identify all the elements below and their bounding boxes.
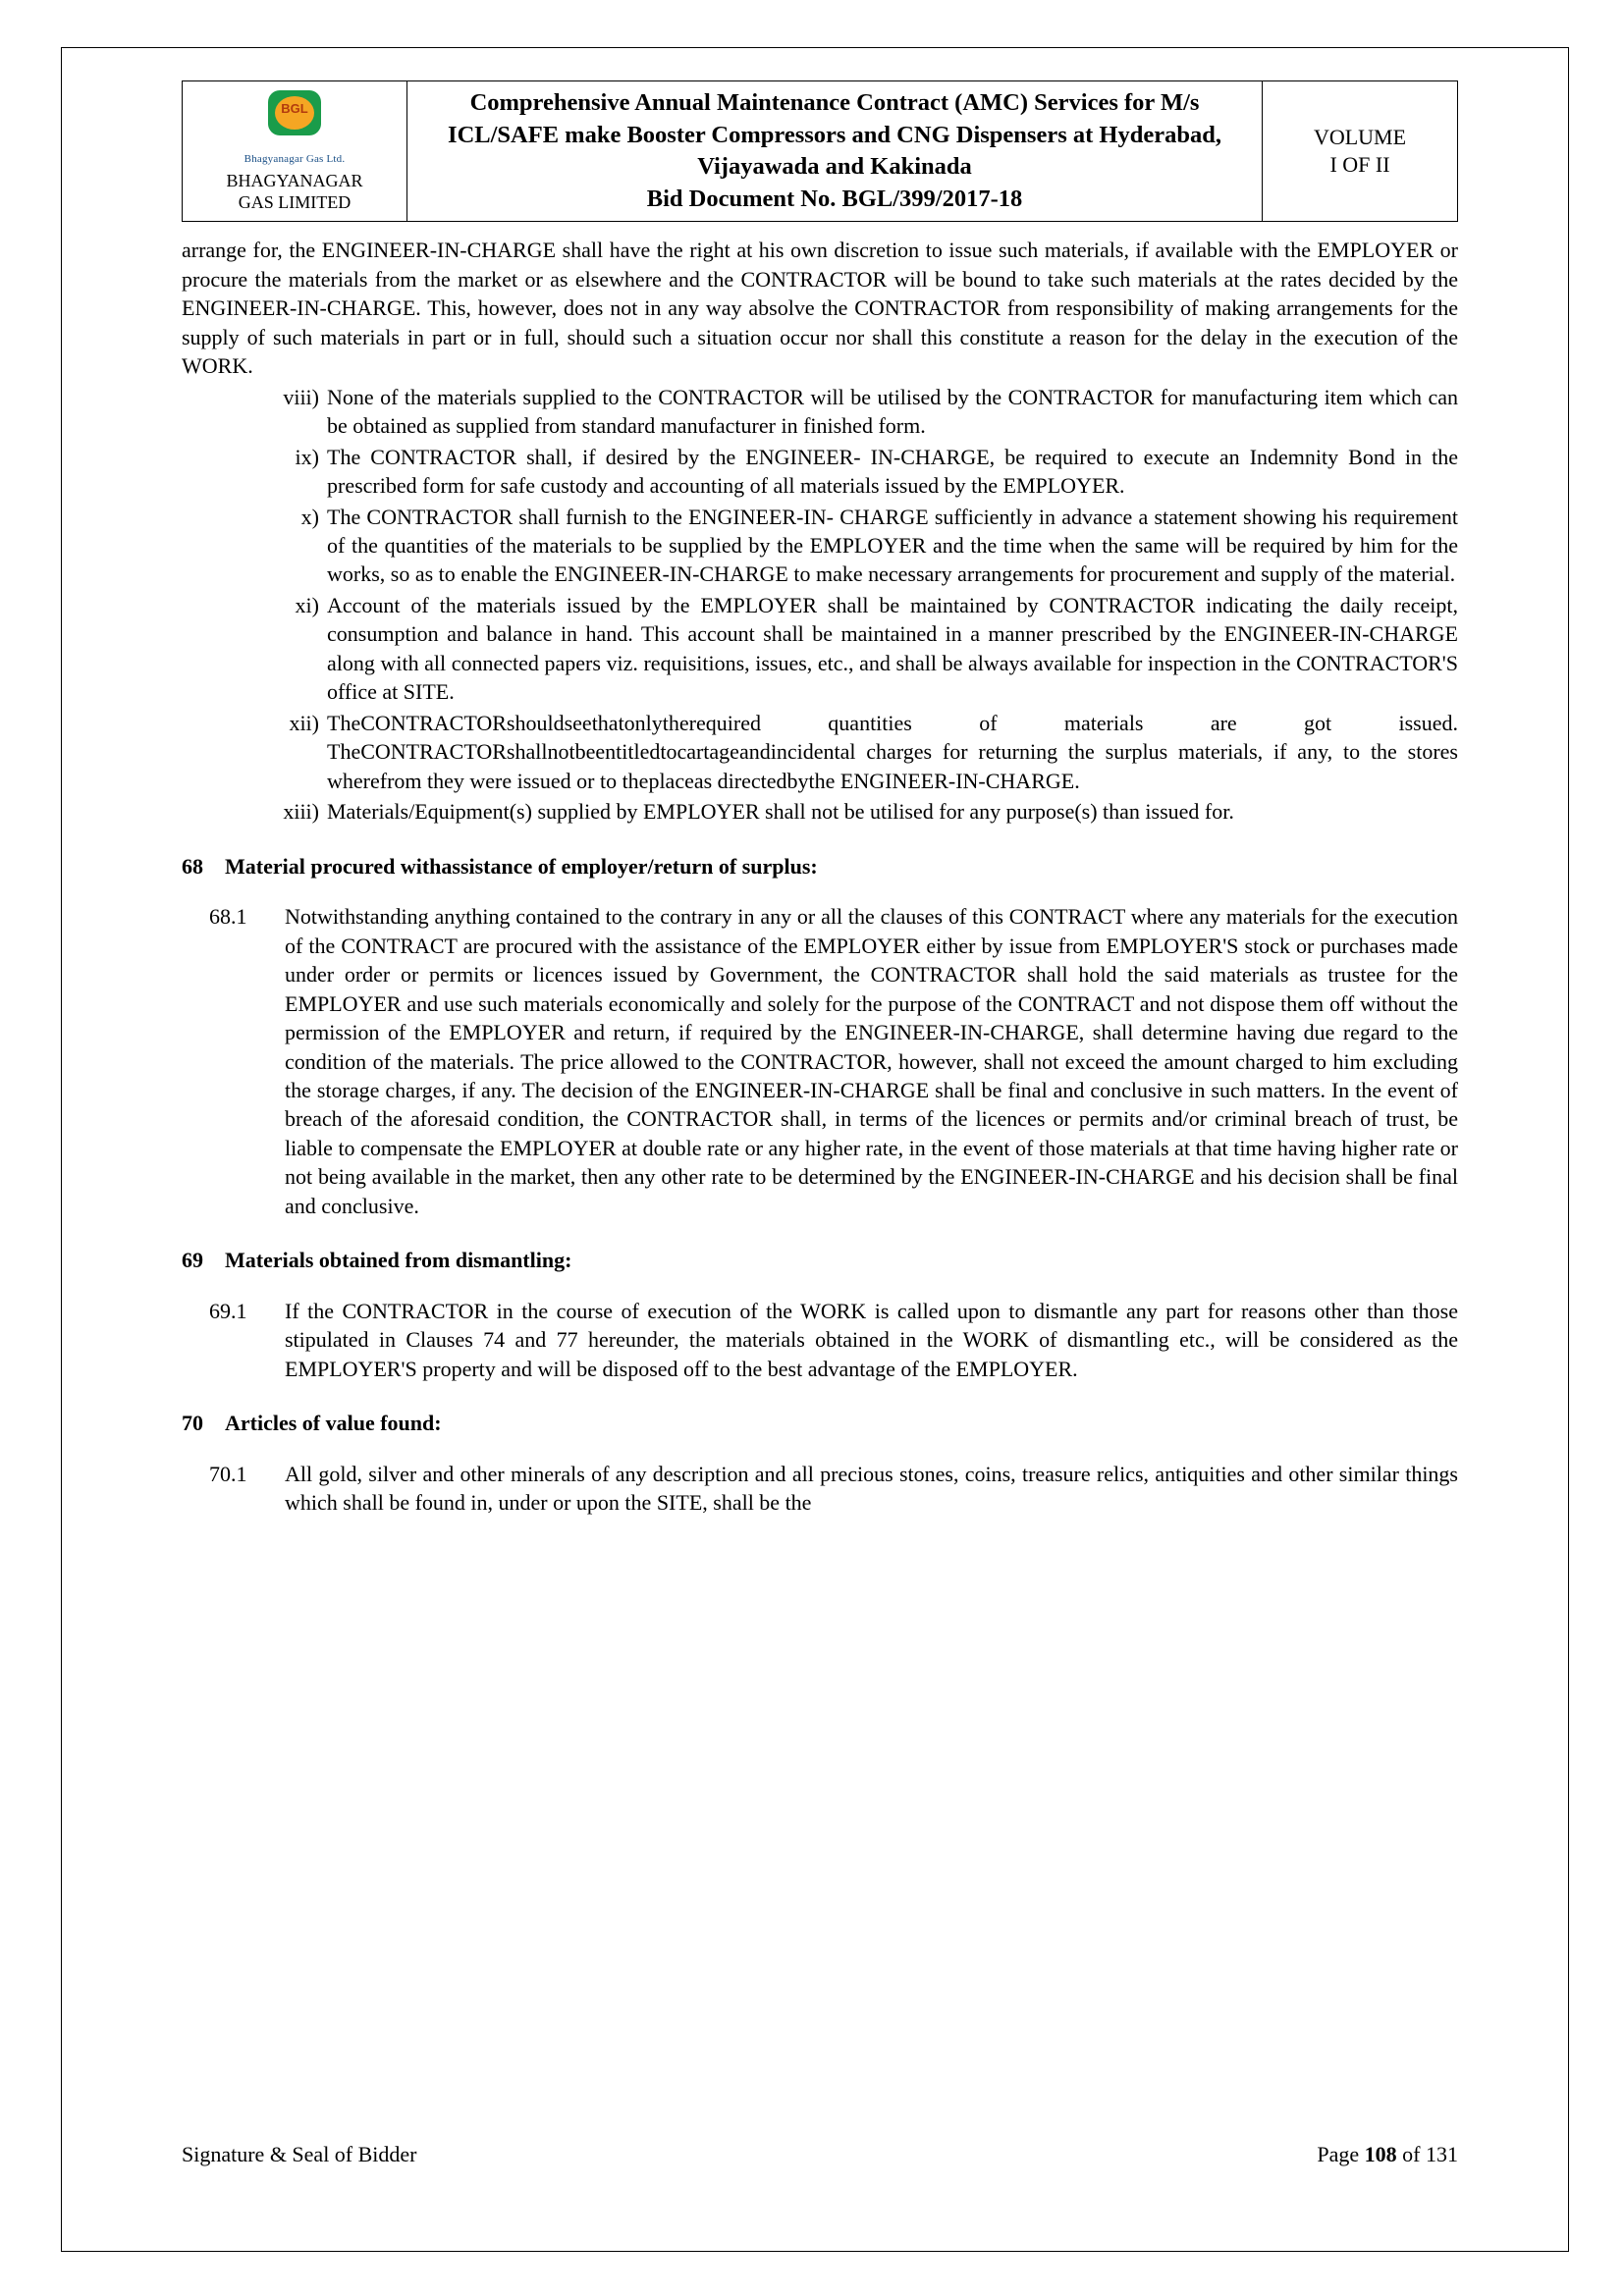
list-item bbox=[182, 503, 1458, 589]
gear-icon bbox=[268, 90, 321, 135]
header-volume: VOLUME I OF II bbox=[1313, 124, 1407, 178]
clause-68-1 bbox=[182, 902, 1458, 1220]
clause-69-1 bbox=[182, 1297, 1458, 1383]
list-item bbox=[182, 709, 1458, 795]
section-heading-68 bbox=[182, 852, 1458, 881]
list-item bbox=[182, 797, 1458, 826]
clause-text: If the CONTRACTOR in the course of execution of the WORK is called upon to dismantle any part for reasons other than those stipulated in Clauses 74 and 77 hereunder, the materials obtained in the WORK of dismantling etc., will be considered as the EMPLOYER'S property and will be disposed off to the best advantage of the EMPLOYER. bbox=[285, 1298, 1458, 1381]
header-logo-cell bbox=[183, 81, 407, 222]
list-item bbox=[182, 443, 1458, 501]
bgl-gear-logo-icon bbox=[190, 88, 399, 165]
logo-tagline: Bhagyanagar Gas Ltd. bbox=[244, 153, 346, 166]
page-footer bbox=[182, 2142, 1458, 2167]
footer-page-of: of bbox=[1396, 2142, 1426, 2166]
section-number: 70 bbox=[182, 1411, 203, 1436]
footer-page-total: 131 bbox=[1426, 2142, 1458, 2166]
list-item-text: None of the materials supplied to the CONTRACTOR will be utilised by the CONTRACTOR for manufacturing item which can be obtained as supplied from standard manufacturer in finished form. bbox=[327, 384, 1458, 439]
document-header-table bbox=[182, 80, 1458, 222]
list-item bbox=[182, 591, 1458, 707]
list-item-text: Account of the materials issued by the EMPLOYER shall be maintained by CONTRACTOR indicating the daily receipt, consumption and balance in hand. This account shall be maintained in a manner prescribed by the ENGINEER-IN-CHARGE along with all connected papers viz. requisitions, issues, etc., and shall be always available for inspection in the CONTRACTOR'S office at SITE. bbox=[327, 592, 1458, 705]
list-item-marker: viii) bbox=[283, 384, 319, 409]
list-item-text: The CONTRACTOR shall, if desired by the ENGINEER- IN-CHARGE, be required to execute an Indemnity Bond in the prescribed form for safe custody and accounting of all materials issued by the EMPLOYER. bbox=[327, 444, 1458, 499]
lead-paragraph: arrange for, the ENGINEER-IN-CHARGE shall have the right at his own discretion to issue such materials, if available with the EMPLOYER or procure the materials from the market or as elsewhere and the CONTRACTOR will be bound to take such materials at the rates decided by the ENGINEER-IN-CHARGE. This, however, does not in any way absolve the CONTRACTOR from responsibility of making arrangements for the supply of such materials in part or in full, should such a situation occur nor shall this constitute a reason for the delay in the execution of the WORK. bbox=[182, 238, 1458, 379]
list-item-marker: xii) bbox=[289, 710, 319, 735]
header-volume-cell bbox=[1263, 81, 1458, 222]
list-item-text: The CONTRACTOR shall furnish to the ENGINEER-IN- CHARGE sufficiently in advance a statement showing his requirement of the quantities of the materials to be supplied by the EMPLOYER and the time when the same will be required by him for the works, so as to enable the ENGINEER-IN-CHARGE to make necessary arrangements for procurement and supply of the material. bbox=[327, 504, 1458, 587]
section-title: Materials obtained from dismantling: bbox=[225, 1248, 572, 1273]
header-title-cell bbox=[407, 81, 1263, 222]
clause-text: Notwithstanding anything contained to the contrary in any or all the clauses of this CONTRACT where any materials for the execution of the CONTRACT are procured with the assistance of the EMPLOYER either by issue from EMPLOYER'S stock or purchases made under order or permits or licences issued by Government, the CONTRACTOR shall hold the said materials as trustee for the EMPLOYER and use such materials economically and solely for the purpose of the CONTRACT and not dispose them off without the permission of the EMPLOYER and return, if required by the ENGINEER-IN-CHARGE, shall determine having due regard to the condition of the materials. The price allowed to the CONTRACTOR, however, shall not exceed the amount charged to him excluding the storage charges, if any. The decision of the ENGINEER-IN-CHARGE shall be final and conclusive in such matters. In the event of breach of the aforesaid condition, the CONTRACTOR shall, in terms of the licences or permits and/or criminal breach of trust, be liable to compensate the EMPLOYER at double rate or any higher rate, in the event of those materials at that time having higher rate or not being available in the market, then any other rate to be determined by the ENGINEER-IN-CHARGE and his decision shall be final and conclusive. bbox=[285, 904, 1458, 1218]
section-heading-69 bbox=[182, 1246, 1458, 1274]
logo-mark bbox=[256, 88, 333, 149]
section-number: 68 bbox=[182, 853, 203, 879]
clause-number: 68.1 bbox=[209, 904, 247, 930]
list-item-marker: xi) bbox=[295, 592, 319, 617]
list-item-marker: xiii) bbox=[283, 799, 319, 825]
section-heading-70 bbox=[182, 1409, 1458, 1437]
section-title: Articles of value found: bbox=[225, 1411, 442, 1436]
clause-number: 69.1 bbox=[209, 1298, 247, 1323]
clause-70-1 bbox=[182, 1460, 1458, 1518]
list-item-marker: ix) bbox=[295, 444, 319, 469]
company-name: BHAGYANAGAR GAS LIMITED bbox=[226, 171, 363, 213]
clause-text: All gold, silver and other minerals of any description and all precious stones, coins, treasure relics, antiquities and other similar things which shall be found in, under or upon the SITE, shall be the bbox=[285, 1461, 1458, 1516]
footer-page-indicator bbox=[1317, 2142, 1458, 2167]
list-item-text: TheCONTRACTORshouldseethatonlytherequired quantities of materials are got issued. TheCONTRACTORshallnotbeentitledtocartageandincidental charges for returning the surplus materials, if any, to the stores wherefrom they were issued or to theplaceas directedbythe ENGINEER-IN-CHARGE. bbox=[327, 710, 1458, 793]
page-content bbox=[182, 80, 1458, 1518]
footer-signature: Signature & Seal of Bidder bbox=[182, 2142, 417, 2166]
list-item-marker: x) bbox=[300, 504, 319, 529]
header-bid-document: Bid Document No. BGL/399/2017-18 bbox=[646, 185, 1023, 212]
clause-number: 70.1 bbox=[209, 1461, 247, 1486]
section-title: Material procured withassistance of employer/return of surplus: bbox=[225, 853, 818, 879]
footer-page-number: 108 bbox=[1364, 2142, 1397, 2166]
list-item-text: Materials/Equipment(s) supplied by EMPLOYER shall not be utilised for any purpose(s) than issued for. bbox=[327, 799, 1234, 825]
document-body bbox=[182, 236, 1458, 1517]
section-number: 69 bbox=[182, 1248, 203, 1273]
list-item bbox=[182, 383, 1458, 441]
footer-page-prefix: Page bbox=[1317, 2142, 1365, 2166]
header-title: Comprehensive Annual Maintenance Contract (AMC) Services for M/s ICL/SAFE make Booster Compressors and CNG Dispensers at Hyderabad, Vijayawada and Kakinada bbox=[448, 89, 1221, 181]
